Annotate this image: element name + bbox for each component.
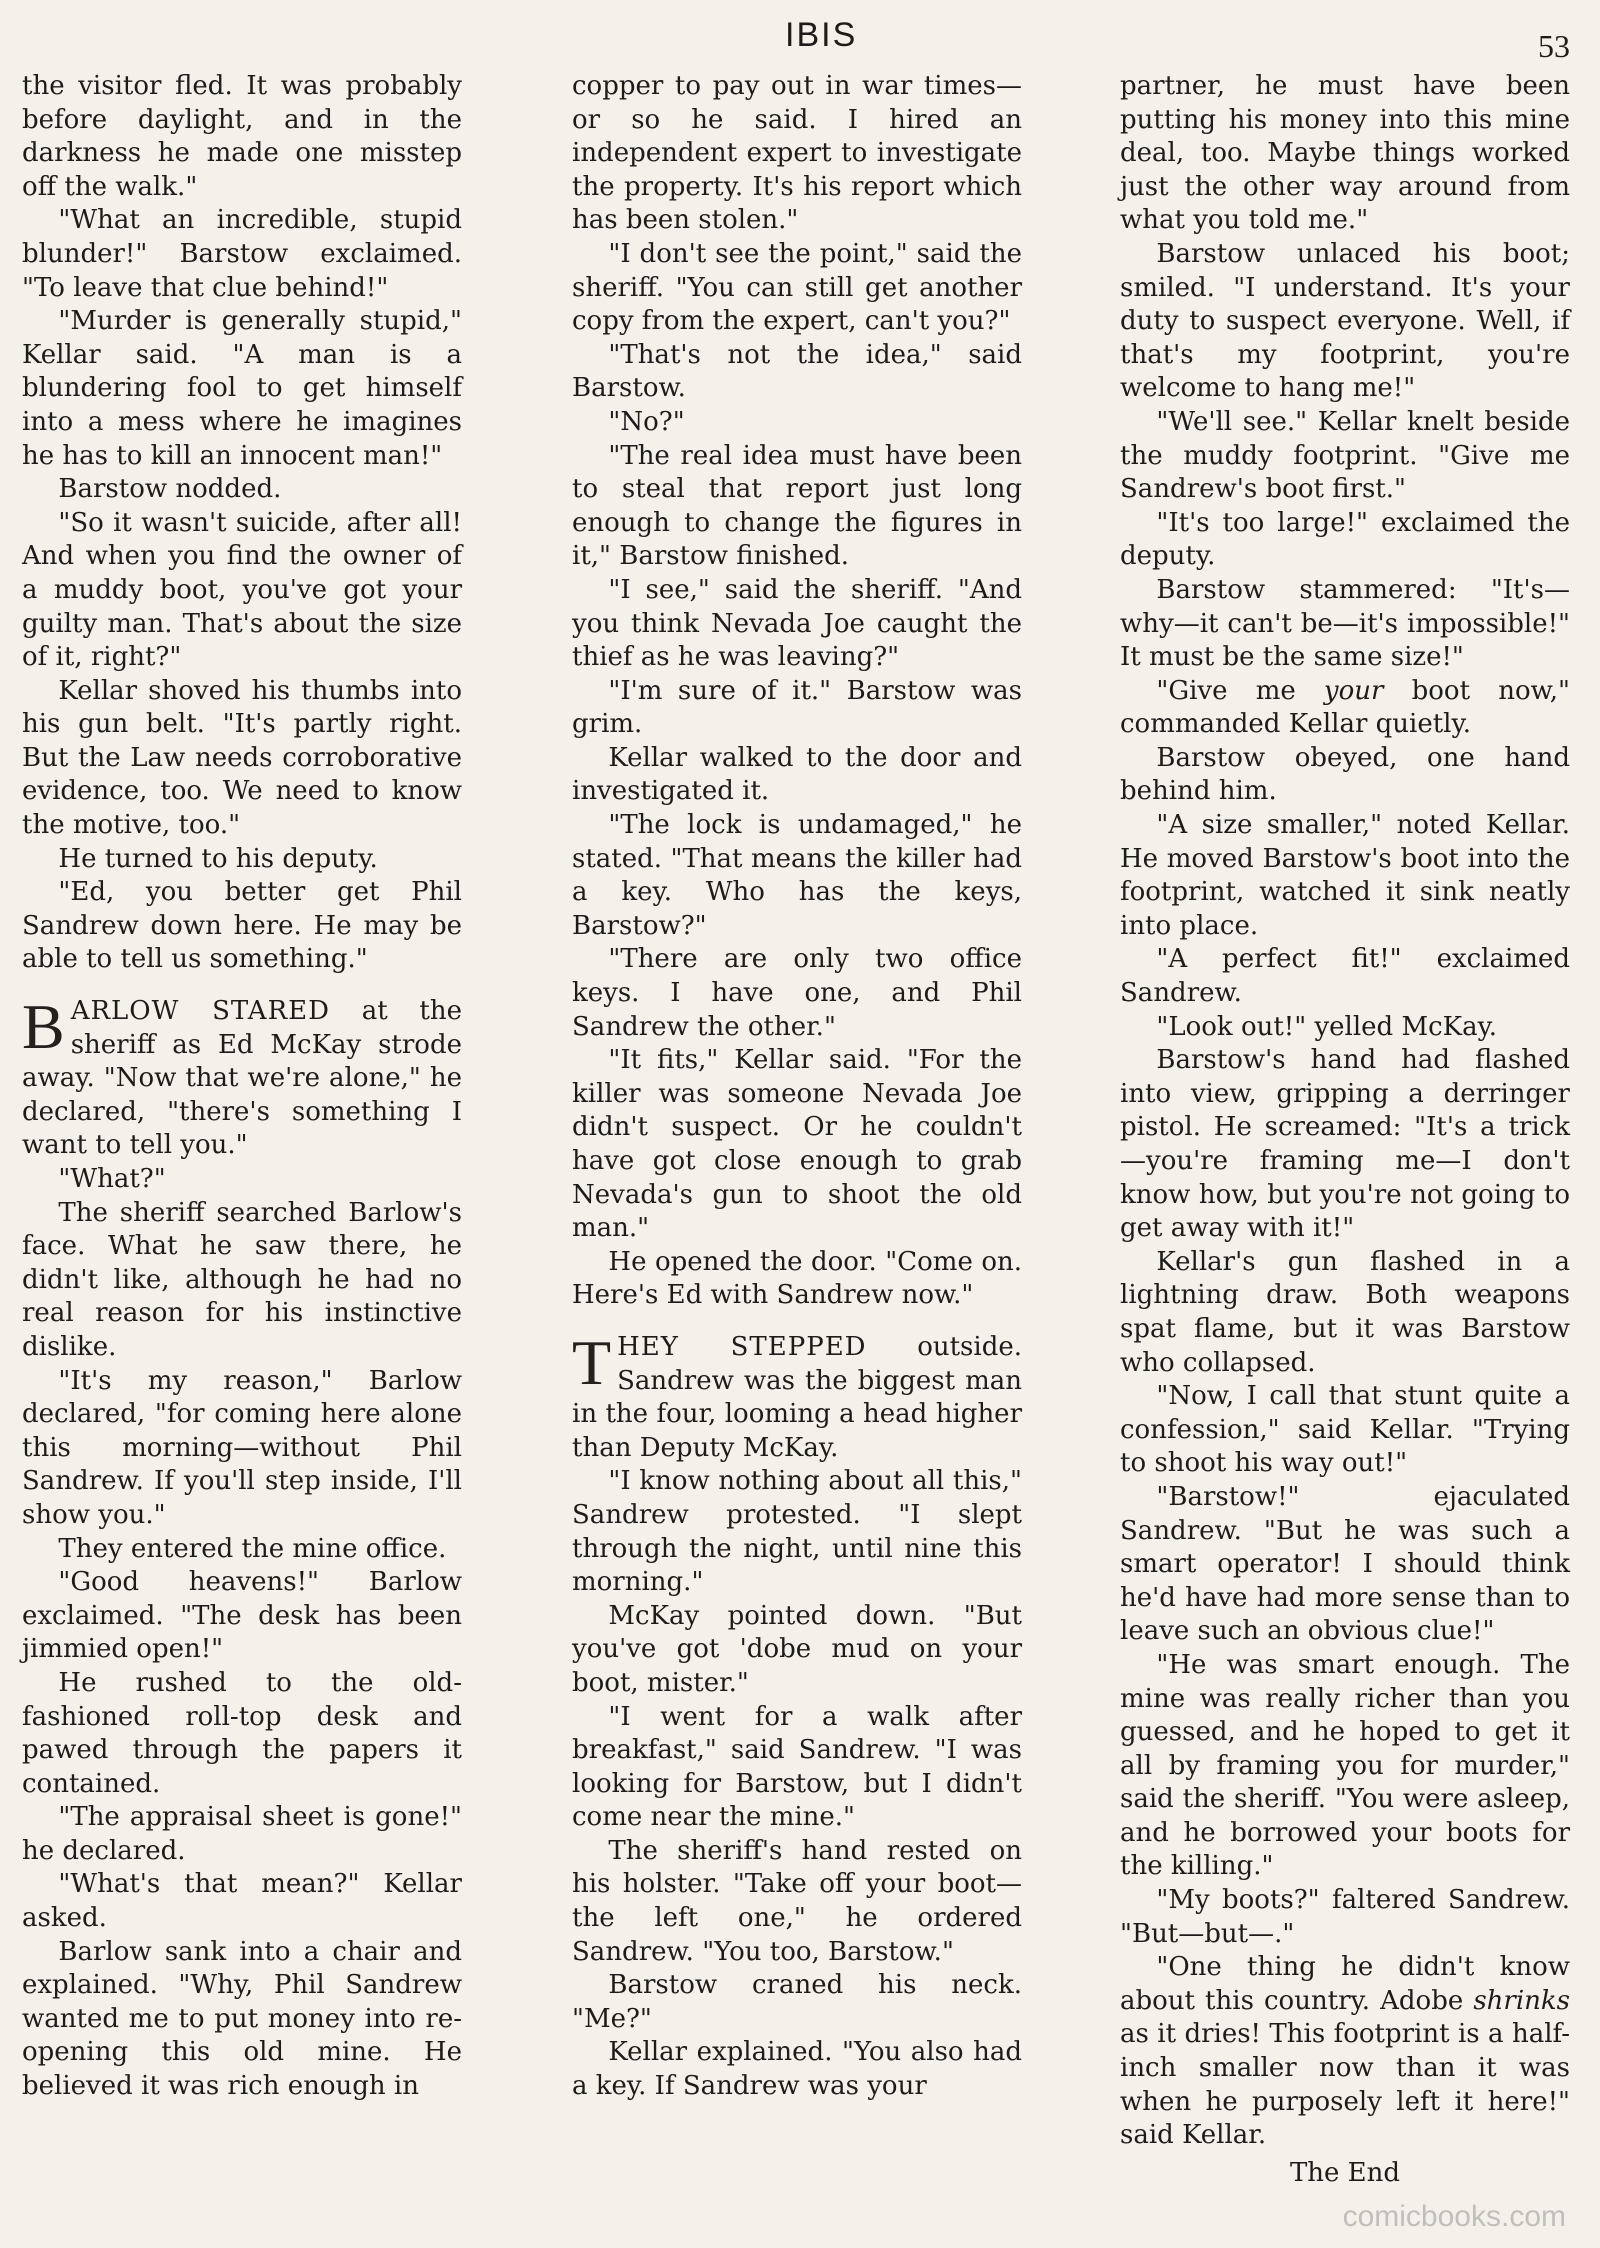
magazine-title: IBIS [785, 16, 858, 54]
paragraph: "A size smaller," noted Kellar. He moved Barstow's boot into the footprint, watched it sink neatly into place. [1120, 810, 1570, 941]
paragraph: "I went for a walk after breakfast," said Sandrew. "I was looking for Barstow, but I didn't come near the mine." [572, 1701, 1022, 1833]
page-header [0, 8, 1600, 68]
paragraph: "No?" [608, 406, 685, 437]
paragraph: "He was smart enough. The mine was really richer than you guessed, and he hoped to get it all by framing you for murder," said the sheriff. "You were asleep, and he borrowed your boots for the killing." [1120, 1649, 1570, 1882]
drop-cap: T [572, 1326, 612, 1398]
paragraph-text: "One thing he didn't know about this country. Adobe [1120, 1952, 1570, 2016]
paragraph: "I'm sure of it." Barstow was grim. [572, 675, 1022, 740]
paragraph: "The appraisal sheet is gone!" he declared. [22, 1802, 462, 1866]
paragraph: "What?" [58, 1164, 166, 1194]
paragraph: "A perfect fit!" exclaimed Sandrew. [1120, 944, 1570, 1009]
paragraph: Kellar's gun flashed in a lightning draw. Both weapons spat flame, but it was Barstow who collapsed. [1120, 1246, 1570, 1378]
paragraph [1120, 675, 1570, 742]
paragraph-text: at the sheriff as Ed McKay strode away. "Now that we're alone," he declared, "there's something I want to tell you." [22, 996, 462, 1161]
paragraph: The sheriff's hand rested on his holster. "Take off your boot—the left one," he ordered Sandrew. "You too, Barstow." [572, 1835, 1022, 1967]
paragraph: copper to pay out in war times—or so he said. I hired an independent expert to investigate the property. It's his report which has been stolen." [572, 71, 1022, 236]
paragraph: "There are only two office keys. I have one, and Phil Sandrew the other." [572, 944, 1022, 1042]
paragraph: "Good heavens!" Barlow exclaimed. "The desk has been jimmied open!" [22, 1567, 462, 1665]
text-column-3 [1120, 70, 1570, 2190]
paragraph: Barstow nodded. [58, 474, 282, 505]
paragraph: McKay pointed down. "But you've got 'dobe mud on your boot, mister." [572, 1600, 1022, 1698]
paragraph: "Look out!" yelled McKay. [1156, 1011, 1498, 1042]
paragraph: partner, he must have been putting his money into this mine deal, too. Maybe things worked just the other way around from what you told me." [1120, 71, 1570, 236]
paragraph: Barstow unlaced his boot; smiled. "I understand. It's your duty to suspect everyone. Well, if that's my footprint, you're welcome to hang me!" [1120, 238, 1570, 404]
paragraph: "It's my reason," Barlow declared, "for coming here alone this morning—without Phil Sandrew. If you'll step inside, I'll show you." [22, 1365, 462, 1530]
paragraph: "What's that mean?" Kellar asked. [22, 1869, 462, 1934]
paragraph: They entered the mine office. [58, 1533, 447, 1564]
paragraph: Kellar walked to the door and investigated it. [572, 742, 1022, 807]
section-opening-paragraph [572, 1326, 1022, 1465]
section-lead-in: HEY STEPPED [617, 1331, 867, 1362]
paragraph: He opened the door. "Come on. Here's Ed with Sandrew now." [572, 1246, 1022, 1311]
emphasis-text: your [1323, 675, 1384, 706]
paragraph: Barstow's hand had flashed into view, gripping a derringer pistol. He screamed: "It's a trick—you're framing me—I don't know how, but you're not going to get away with it!" [1120, 1045, 1570, 1244]
paragraph: "It's too large!" exclaimed the deputy. [1120, 507, 1570, 572]
paragraph: "It fits," Kellar said. "For the killer was someone Nevada Joe didn't suspect. Or he couldn't have got close enough to grab Nevada's gun to shoot the old man." [572, 1045, 1022, 1244]
paragraph: He rushed to the old-fashioned roll-top desk and pawed through the papers it contained. [22, 1667, 462, 1799]
paragraph: He turned to his deputy. [58, 843, 378, 874]
paragraph: "Now, I call that stunt quite a confession," said Kellar. "Trying to shoot his way out!" [1120, 1381, 1570, 1479]
drop-cap: B [22, 991, 65, 1063]
paragraph: "The real idea must have been to steal that report just long enough to change the figures in it," Barstow finished. [572, 440, 1022, 572]
paragraph: Barstow obeyed, one hand behind him. [1120, 742, 1570, 807]
paragraph: "I don't see the point," said the sheriff. "You can still get another copy from the expert, can't you?" [572, 238, 1022, 337]
section-opening-paragraph [22, 991, 462, 1163]
site-watermark: comicbooks.com [1342, 2200, 1566, 2233]
paragraph [1120, 1951, 1570, 2153]
paragraph: "I see," said the sheriff. "And you think Nevada Joe caught the thief as he was leaving?" [572, 574, 1022, 673]
paragraph: "We'll see." Kellar knelt beside the muddy footprint. "Give me Sandrew's boot first." [1120, 406, 1570, 505]
paragraph-text: "Give me [1156, 675, 1324, 706]
paragraph: "Barstow!" ejaculated Sandrew. "But he was such a smart operator! I should think he'd have had more sense than to leave such an obvious clue!" [1120, 1481, 1570, 1647]
paragraph: Kellar explained. "You also had a key. If Sandrew was your [572, 2037, 1022, 2102]
the-end-label: The End [1289, 2157, 1401, 2188]
paragraph: "Ed, you better get Phil Sandrew down here. He may be able to tell us something." [22, 877, 462, 975]
paragraph: "The lock is undamaged," he stated. "That means the killer had a key. Who has the keys, Barstow?" [572, 810, 1022, 941]
paragraph: Kellar shoved his thumbs into his gun belt. "It's partly right. But the Law needs corroborative evidence, too. We need to know the motive, too." [22, 675, 462, 841]
emphasis-text: shrinks [1473, 1985, 1570, 2016]
paragraph-text: boot now," commanded Kellar quietly. [1120, 675, 1570, 740]
paragraph: "That's not the idea," said Barstow. [572, 339, 1022, 404]
paragraph: the visitor fled. It was probably before daylight, and in the darkness he made one misstep off the walk." [22, 71, 462, 202]
paragraph: "What an incredible, stupid blunder!" Barstow exclaimed. "To leave that clue behind!" [22, 205, 462, 303]
paragraph: Barstow stammered: "It's—why—it can't be—it's impossible!" It must be the same size!" [1120, 574, 1570, 673]
paragraph: "I know nothing about all this," Sandrew protested. "I slept through the night, until nine this morning." [572, 1466, 1022, 1598]
paragraph: The sheriff searched Barlow's face. What he saw there, he didn't like, although he had no real reason for his instinctive dislike. [22, 1197, 462, 1362]
paragraph: "Murder is generally stupid," Kellar said. "A man is a blundering fool to get himself into a mess where he imagines he has to kill an innocent man!" [22, 306, 462, 471]
paragraph: Barlow sank into a chair and explained. "Why, Phil Sandrew wanted me to put money into re-opening this old mine. He believed it was rich enough in [22, 1936, 462, 2102]
paragraph: "My boots?" faltered Sandrew. "But—but—." [1120, 1885, 1570, 1949]
section-lead-in: ARLOW STARED [70, 996, 330, 1027]
page-number: 53 [1538, 28, 1570, 64]
paragraph-text: as it dries! This footprint is a half-inch smaller now than it was when he purposely left it here!" said Kellar. [1120, 2019, 1570, 2151]
text-column-1 [22, 70, 462, 2104]
paragraph: "So it wasn't suicide, after all! And when you find the owner of a muddy boot, you've got your guilty man. That's about the size of it, right?" [22, 507, 462, 673]
paragraph: Barstow craned his neck. "Me?" [572, 1970, 1022, 2034]
paragraph-text: outside. Sandrew was the biggest man in the four, looming a head higher than Deputy McKay. [572, 1331, 1022, 1463]
text-column-2 [572, 70, 1022, 2104]
